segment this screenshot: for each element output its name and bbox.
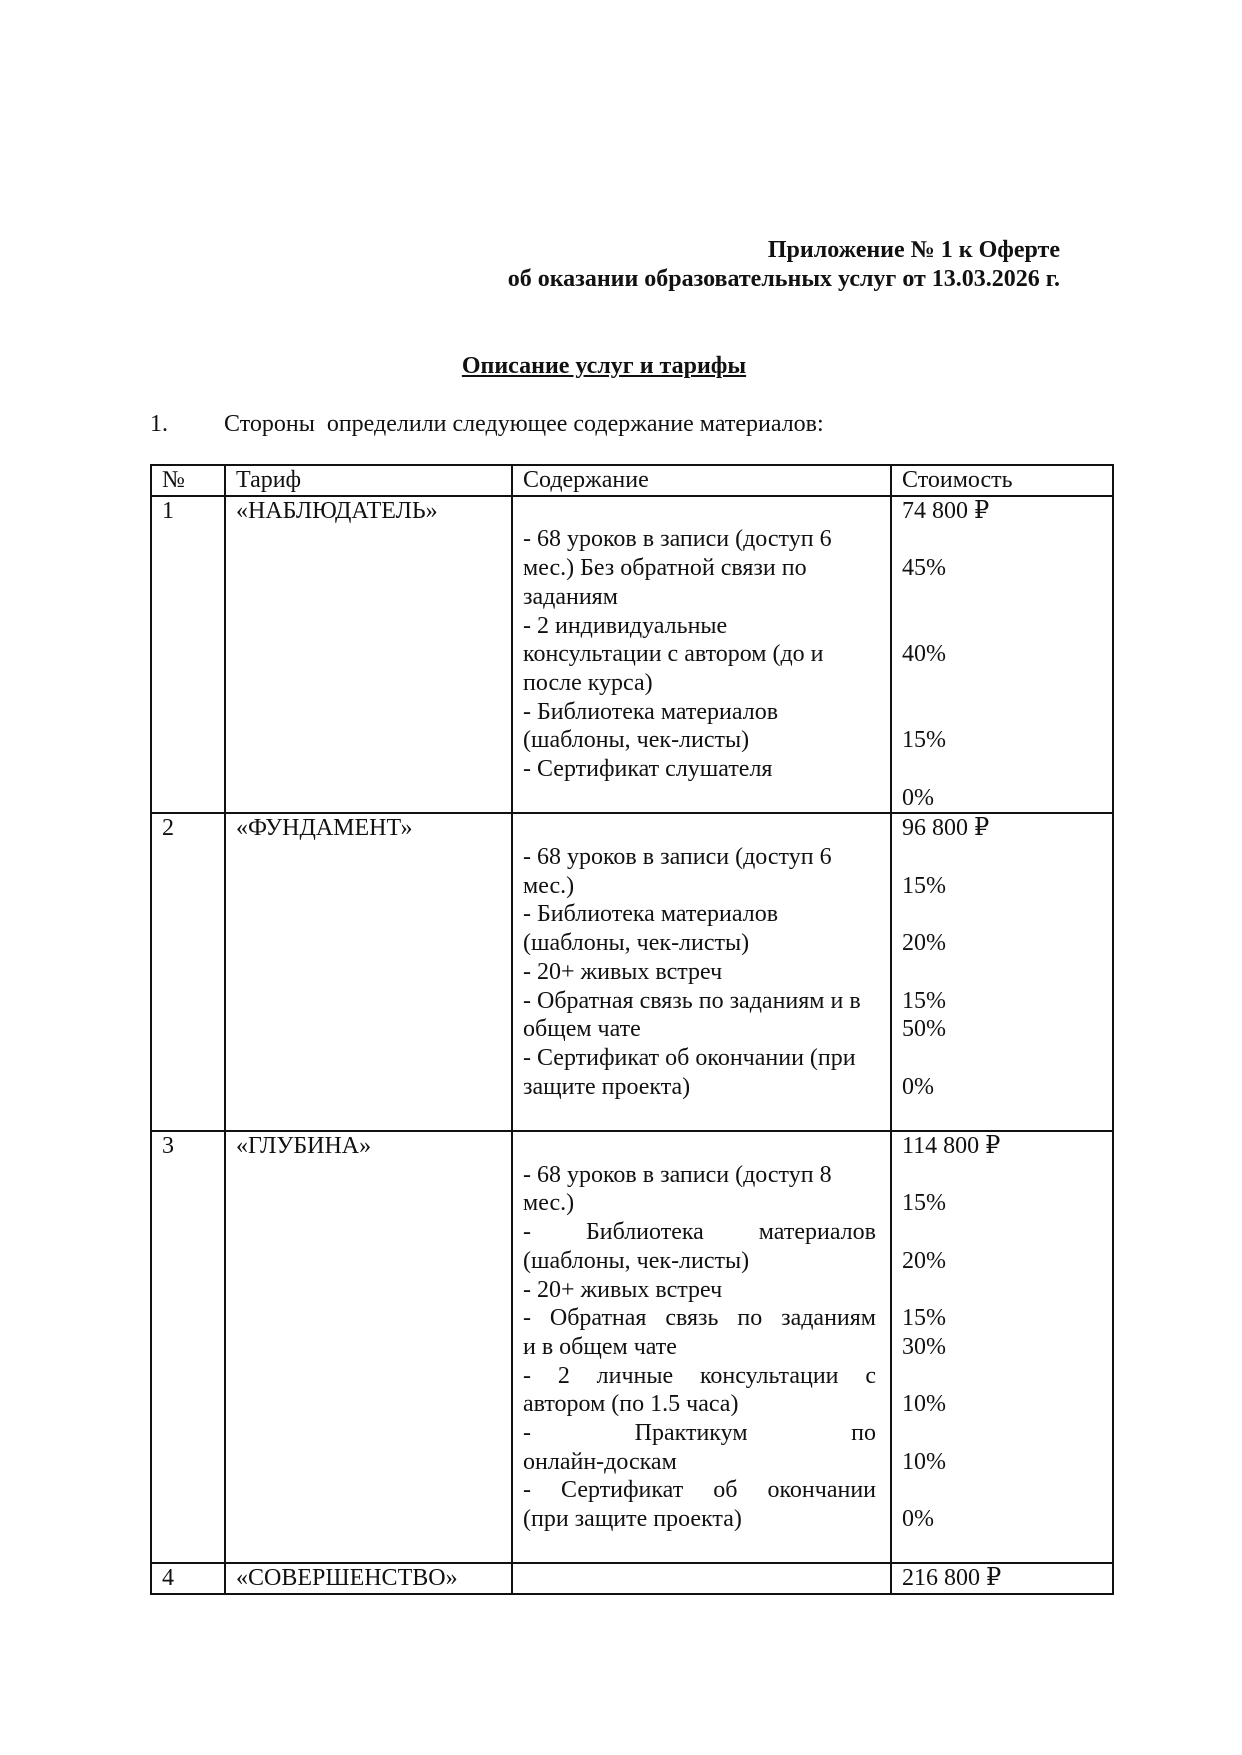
content-item-line: - Библиотека материалов: [523, 698, 779, 725]
tariff-name: «НАБЛЮДАТЕЛЬ»: [225, 496, 512, 814]
content-item-percent: 0%: [902, 784, 934, 811]
content-item-line: мес.): [523, 872, 575, 899]
content-item-line: (шаблоны, чек-листы): [523, 930, 750, 957]
tariff-price: 216 800 ₽: [902, 1565, 1002, 1592]
content-item: [523, 1161, 876, 1218]
content-item-line: (шаблоны, чек-листы): [523, 1247, 750, 1274]
content-item-percent: 15%: [902, 987, 946, 1014]
tariff-number: 4: [151, 1563, 225, 1594]
content-item: [523, 958, 876, 987]
clause-number: 1.: [150, 411, 168, 437]
content-item: [523, 1419, 876, 1476]
tariff-price: 114 800 ₽: [902, 1133, 1001, 1159]
content-item-line: заданиям: [523, 583, 618, 610]
content-item-line: - Сертификат об окончании: [523, 1477, 876, 1504]
content-item-percent: 20%: [902, 1247, 946, 1274]
tariff-name: «ФУНДАМЕНТ»: [225, 813, 512, 1131]
content-item-percent: 15%: [902, 1190, 946, 1217]
tariff-content: [512, 1131, 891, 1563]
tariff-number: 2: [151, 813, 225, 1131]
tariffs-table: [150, 464, 1114, 1595]
table-row: [151, 813, 1113, 1131]
table-header-row: [151, 465, 1113, 496]
content-item-line: и в общем чате: [523, 1333, 677, 1360]
content-item-line: - 2 индивидуальные: [523, 612, 728, 639]
content-item: [523, 1276, 876, 1305]
content-item-percent: 30%: [902, 1333, 946, 1360]
content-item: [523, 1044, 876, 1101]
content-item-line: - Сертификат об окончании (при: [523, 1044, 856, 1071]
tariff-price: 74 800 ₽: [902, 497, 990, 524]
content-item-percent: 10%: [902, 1391, 946, 1418]
content-item-line: после курса): [523, 669, 653, 696]
content-item: [523, 755, 876, 784]
content-item-line: - Обратная связь по заданиям: [523, 1305, 876, 1332]
content-item-line: - Библиотека материалов: [523, 901, 779, 928]
appendix-header-line-2: об оказании образовательных услуг от 13.03.2026 г.: [507, 266, 1060, 292]
content-item: [523, 900, 876, 957]
tariff-number: 1: [151, 496, 225, 814]
content-item-line: онлайн-доскам: [523, 1448, 677, 1475]
tariff-cost: [891, 1131, 1113, 1563]
content-item-line: - 20+ живых встреч: [523, 1276, 723, 1303]
content-item-line: - Практикум по: [523, 1420, 876, 1447]
content-item: [523, 1304, 876, 1361]
clause-text: Стороны определили следующее содержание материалов:: [224, 411, 824, 437]
content-item-percent: 15%: [902, 1305, 946, 1332]
tariff-cost: [891, 1563, 1113, 1594]
content-item: [523, 698, 876, 755]
header-content: Содержание: [512, 465, 891, 496]
content-item-line: - 68 уроков в записи (доступ 8: [523, 1161, 832, 1188]
content-item: [523, 843, 876, 900]
tariff-name: «СОВЕРШЕНСТВО»: [225, 1563, 512, 1594]
tariffs-table-body: [151, 496, 1113, 1594]
content-item-line: мес.) Без обратной связи по: [523, 555, 807, 582]
content-item-line: автором (по 1.5 часа): [523, 1391, 739, 1418]
content-item-line: защите проекта): [523, 1073, 691, 1100]
tariff-price: 96 800 ₽: [902, 815, 990, 842]
tariff-name: «ГЛУБИНА»: [225, 1131, 512, 1563]
content-item-line: - Сертификат слушателя: [523, 756, 773, 783]
appendix-header: [508, 236, 1060, 294]
content-item-percent: 10%: [902, 1448, 946, 1475]
content-item: [523, 1362, 876, 1419]
table-row: [151, 496, 1113, 814]
page-title: Описание услуг и тарифы: [461, 353, 747, 379]
header-tariff: Тариф: [225, 465, 512, 496]
content-item-line: общем чате: [523, 1016, 641, 1043]
content-item-percent: 0%: [902, 1073, 934, 1100]
tariff-cost: [891, 496, 1113, 814]
tariff-number: 3: [151, 1131, 225, 1563]
content-item: [523, 1476, 876, 1533]
content-item-percent: 15%: [902, 727, 946, 754]
content-item-line: мес.): [523, 1190, 575, 1217]
tariff-content: [512, 1563, 891, 1594]
content-item-line: - 20+ живых встреч: [523, 958, 723, 985]
header-number: №: [151, 465, 225, 496]
content-item-percent: 20%: [902, 930, 946, 957]
tariff-content: [512, 496, 891, 814]
content-item-percent: 45%: [902, 555, 946, 582]
content-item-line: - 68 уроков в записи (доступ 6: [523, 844, 832, 871]
content-item-line: (при защите проекта): [523, 1506, 742, 1533]
content-item-line: консультации с автором (до и: [523, 641, 824, 668]
content-item-line: - Библиотека материалов: [523, 1219, 876, 1246]
content-item: [523, 525, 876, 611]
content-item-percent: 40%: [902, 641, 946, 668]
table-row: [151, 1563, 1113, 1594]
content-item-line: (шаблоны, чек-листы): [523, 727, 750, 754]
content-item-line: - 2 личные консультации с: [523, 1362, 876, 1389]
content-item: [523, 612, 876, 698]
content-item-percent: 0%: [902, 1506, 934, 1533]
content-item: [523, 1218, 876, 1275]
appendix-header-line-1: Приложение № 1 к Оферте: [767, 237, 1060, 263]
header-cost: Стоимость: [891, 465, 1113, 496]
tariff-cost: [891, 813, 1113, 1131]
content-item-percent: 15%: [902, 872, 946, 899]
content-item: [523, 987, 876, 1044]
clause-1: [150, 410, 824, 439]
tariff-content: [512, 813, 891, 1131]
content-item-percent: 50%: [902, 1016, 946, 1043]
content-item-line: - 68 уроков в записи (доступ 6: [523, 526, 832, 553]
table-row: [151, 1131, 1113, 1563]
content-item-line: - Обратная связь по заданиям и в: [523, 987, 861, 1014]
